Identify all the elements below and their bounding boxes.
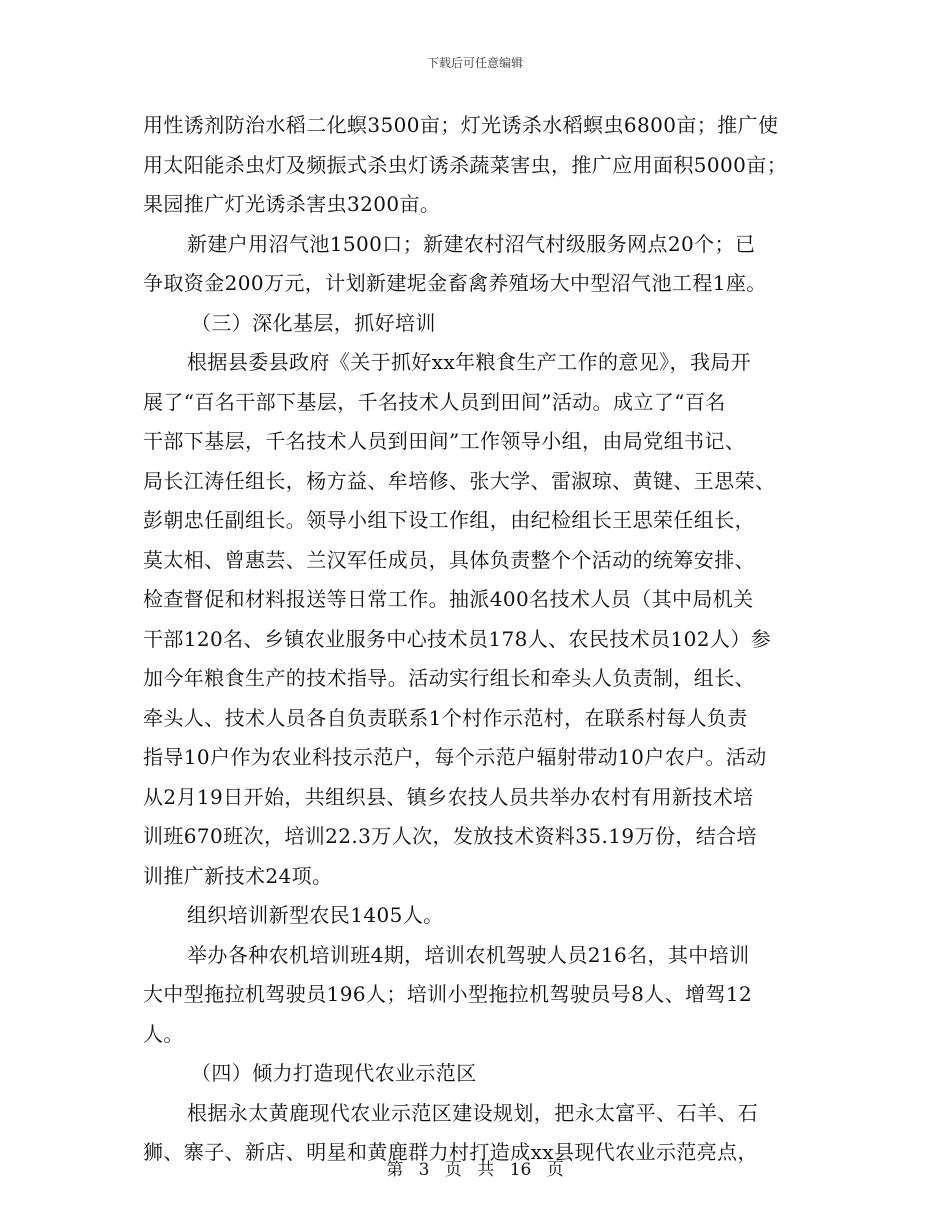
text-line: 举办各种农机培训班4期，培训农机驾驶人员216名，其中培训 [187,942,750,967]
text-line: 根据县委县政府《关于抓好xx年粮食生产工作的意见》，我局开 [187,350,752,374]
text-line: 彭朝忠任副组长。领导小组下设工作组，由纪检组长王思荣任组长， [143,508,755,532]
text-line: 检查督促和材料报送等日常工作。抽派400名技术人员（其中局机关 [143,587,754,611]
text-line: 展了“百名干部下基层，千名技术人员到田间”活动。成立了“百名 [143,389,726,414]
text-line: 组织培训新型农民1405人。 [187,903,444,927]
text-line: 争取资金200万元，计划新建坭金畜禽养殖场大中型沼气池工程1座。 [143,271,767,295]
text-line: 大中型拖拉机驾驶员196人；培训小型拖拉机驾驶员号8人、增驾12 [143,982,753,1006]
text-line: 局长江涛任组长，杨方益、牟培修、张大学、雷淑琼、黄键、王思荣、 [143,468,776,493]
text-line: 用性诱剂防治水稻二化螟3500亩；灯光诱杀水稻螟虫6800亩；推广使 [143,113,779,137]
text-line: 干部120名、乡镇农业服务中心技术员178人、农民技术员102人）参 [143,626,772,651]
text-line: 加今年粮食生产的技术指导。活动实行组长和牵头人负责制，组长、 [143,666,755,690]
page-footer: 第 3 页 共 16 页 [386,1160,564,1180]
text-line: 从2月19日开始，共组织县、镇乡农技人员共举办农村有用新技术培 [143,784,754,809]
text-line: 用太阳能杀虫灯及频振式杀虫灯诱杀蔬菜害虫，推广应用面积5000亩； [143,152,788,177]
text-line: 果园推广灯光诱杀害虫3200亩。 [143,192,441,216]
document-body [143,106,808,1173]
text-line: 牵头人、技术人员各自负责联系1个村作示范村，在联系村每人负责 [143,705,748,730]
text-line: 根据永太黄鹿现代农业示范区建设规划，把永太富平、石羊、石 [187,1100,759,1125]
text-line: 训班670班次，培训22.3万人次，发放技术资料35.19万份，结合培 [143,824,757,848]
text-line: 新建户用沼气池1500口；新建农村沼气村级服务网点20个；已 [187,231,756,256]
text-line: 训推广新技术24项。 [143,863,333,888]
text-line: 莫太相、曾惠芸、兰汉军任成员，具体负责整个个活动的统筹安排、 [143,547,755,572]
text-line: 人。 [143,1021,184,1046]
text-line: 狮、寨子、新店、明星和黄鹿群力村打造成xx县现代农业示范亮点， [143,1140,758,1164]
text-line: （三）深化基层，抓好培训 [191,310,436,335]
text-line: 干部下基层，千名技术人员到田间”工作领导小组，由局党组书记、 [143,429,746,453]
text-line: 指导10户作为农业科技示范户，每个示范户辐射带动10户农户。活动 [143,745,767,769]
text-line: （四）倾力打造现代农业示范区 [191,1061,477,1085]
page-header: 下载后可任意编辑 [426,56,523,70]
